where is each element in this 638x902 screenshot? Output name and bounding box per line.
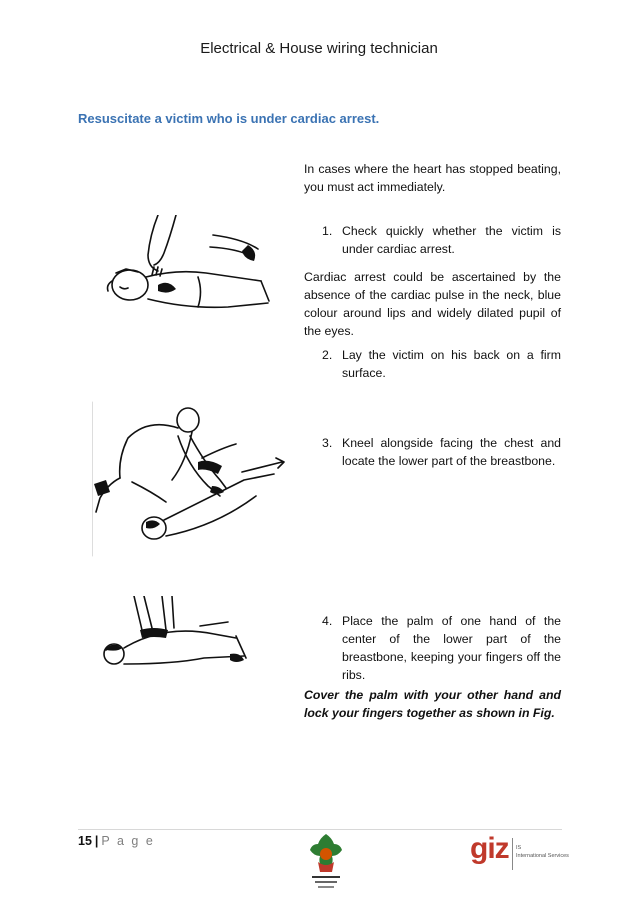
footer-rule [78, 829, 562, 830]
giz-separator [512, 838, 513, 870]
giz-logo [470, 832, 580, 876]
giz-tagline [516, 844, 569, 860]
step-1-text: Check quickly whether the victim is under cardiac arrest. [342, 224, 561, 256]
cpr-kneel-illustration [92, 400, 288, 558]
cpr-pulse-check-illustration [98, 215, 278, 335]
giz-wordmark: giz [470, 832, 509, 865]
section-title: Resuscitate a victim who is under cardiac arrest. [78, 111, 380, 126]
page-separator: | [94, 834, 99, 848]
step-2-text: Lay the victim on his back on a firm surface. [342, 348, 561, 380]
cpr-hand-placement-illustration [100, 596, 250, 680]
page-number: 15 [78, 834, 92, 848]
page-header: Electrical & House wiring technician [200, 40, 438, 57]
giz-tagline-line-2: International Services [516, 853, 569, 859]
step-3-text: Kneel alongside facing the chest and locate the lower part of the breastbone. [342, 436, 561, 468]
institute-emblem-logo [306, 832, 346, 892]
step-4-text: Place the palm of one hand of the center of the lower part of the breastbone, keeping your fingers off the ribs. [342, 614, 561, 682]
closing-instruction: Cover the palm with your other hand and lock your fingers together as shown in Fig. [304, 688, 561, 720]
step-1-number: 1. [322, 224, 333, 238]
footer-page-number [78, 834, 155, 848]
cardiac-note-paragraph: Cardiac arrest could be ascertained by the absence of the cardiac pulse in the neck, blue colour around lips and widely dilated pupil of the eyes. [304, 270, 561, 338]
intro-paragraph: In cases where the heart has stopped beating, you must act immediately. [304, 162, 561, 194]
step-2-number: 2. [322, 348, 333, 362]
step-4-number: 4. [322, 614, 333, 628]
giz-tagline-line-1: IS [516, 845, 522, 851]
step-3-number: 3. [322, 436, 333, 450]
page-label: P a g e [101, 834, 155, 848]
